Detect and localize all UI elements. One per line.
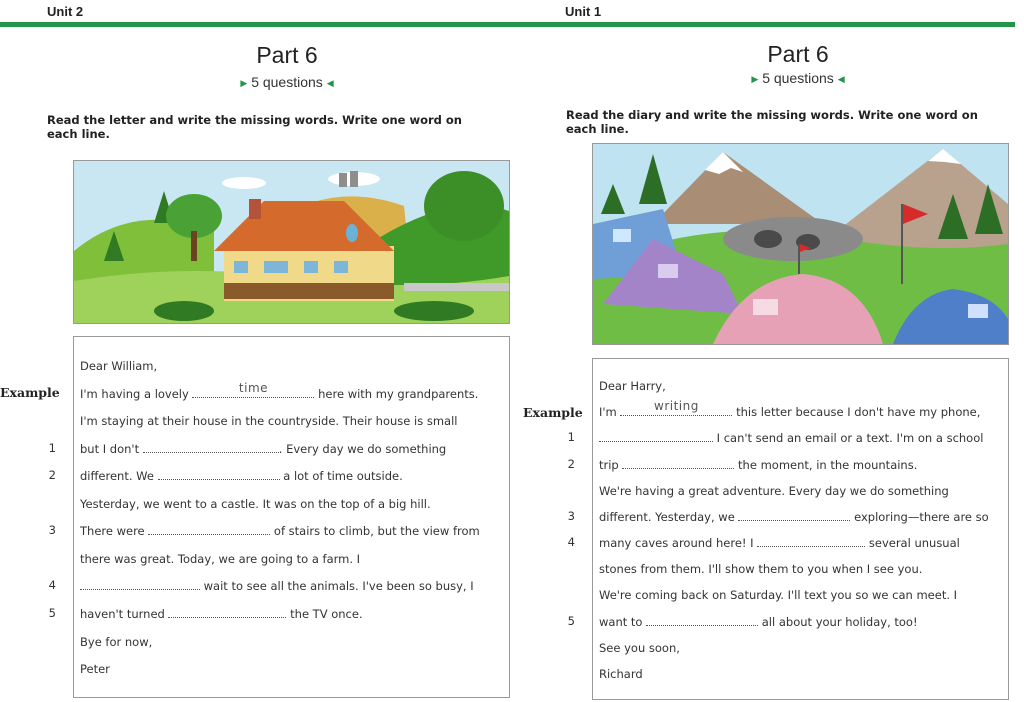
diary-line: We're having a great adventure. Every day we do something <box>599 484 949 498</box>
question-number: 3 <box>567 509 575 523</box>
letter-line: there was great. Today, we are going to a farm. I <box>80 552 361 566</box>
letter-signature: Peter <box>80 662 110 676</box>
question-3-blank[interactable] <box>148 524 270 535</box>
question-2-blank[interactable] <box>622 458 734 469</box>
question-number: 4 <box>567 535 575 549</box>
question-count <box>711 70 885 86</box>
question-1-blank[interactable] <box>599 431 713 442</box>
instructions <box>566 108 1016 136</box>
letter-box <box>73 336 510 698</box>
question-number: 4 <box>48 578 56 592</box>
header-rule <box>515 22 1015 27</box>
question-5-line: haven't turned the TV once. <box>80 607 363 621</box>
unit-label: Unit 2 <box>47 4 84 19</box>
question-count-text: 5 questions <box>762 70 834 86</box>
question-number: 5 <box>567 614 575 628</box>
diary-line: We're coming back on Saturday. I'll text you so we can meet. I <box>599 588 958 602</box>
question-count-text: 5 questions <box>251 74 323 90</box>
instructions-line-2: each line. <box>47 127 110 141</box>
unit-label: Unit 1 <box>565 4 602 19</box>
letter-line: Yesterday, we went to a castle. It was on the top of a big hill. <box>80 497 431 511</box>
question-number: 3 <box>48 523 56 537</box>
question-1-line: I can't send an email or a text. I'm on a school <box>599 431 983 445</box>
part-title: Part 6 <box>767 41 829 67</box>
question-number: 1 <box>48 441 56 455</box>
question-1-blank[interactable] <box>143 442 279 453</box>
diary-line: stones from them. I'll show them to you when I see you. <box>599 562 923 576</box>
example-answer-blank <box>620 399 732 416</box>
letter-greeting: Dear William, <box>80 359 158 373</box>
header-rule <box>0 22 515 27</box>
question-3-line: There were of stairs to climb, but the view from <box>80 524 480 538</box>
example-answer: time <box>238 381 269 395</box>
question-3-line: different. Yesterday, we exploring—there are so <box>599 510 989 524</box>
diary-box <box>592 358 1009 700</box>
question-4-line: wait to see all the animals. I've been so busy, I <box>80 579 474 593</box>
right-arrow-icon: ▶ <box>751 74 759 84</box>
country-house-illustration <box>73 160 510 324</box>
question-number: 2 <box>48 468 56 482</box>
letter-signoff: Bye for now, <box>80 635 153 649</box>
left-arrow-icon: ◀ <box>837 74 845 84</box>
instructions-line-1: Read the letter and write the missing words. Write one word on <box>47 113 462 127</box>
diary-signature: Richard <box>599 667 643 681</box>
question-number: 5 <box>48 606 56 620</box>
question-4-line: many caves around here! I several unusual <box>599 536 960 550</box>
example-label: Example <box>0 385 60 400</box>
question-4-blank[interactable] <box>757 536 865 547</box>
instructions-line-2: each line. <box>566 122 629 136</box>
question-5-line: want to all about your holiday, too! <box>599 615 918 629</box>
country-house-image <box>74 161 509 323</box>
question-count <box>200 74 374 90</box>
question-2-line: different. We a lot of time outside. <box>80 469 403 483</box>
question-3-blank[interactable] <box>738 510 850 521</box>
mountain-camp-illustration <box>592 143 1009 345</box>
letter-line: I'm staying at their house in the countryside. Their house is small <box>80 414 458 428</box>
right-arrow-icon: ▶ <box>240 78 248 88</box>
mountain-camp-image <box>593 144 1008 344</box>
example-line: I'm having a lovely time here with my grandparents. <box>80 381 479 401</box>
question-2-line: trip the moment, in the mountains. <box>599 458 918 472</box>
example-answer: writing <box>654 399 699 413</box>
example-line: I'm writing this letter because I don't have my phone, <box>599 399 981 419</box>
instructions <box>47 113 507 141</box>
question-number: 1 <box>567 430 575 444</box>
right-page <box>515 0 1024 702</box>
question-number: 2 <box>567 457 575 471</box>
question-5-blank[interactable] <box>168 607 286 618</box>
question-4-blank[interactable] <box>80 579 200 590</box>
part-title: Part 6 <box>256 42 318 68</box>
example-answer-blank <box>192 381 314 398</box>
instructions-line-1: Read the diary and write the missing words. Write one word on <box>566 108 978 122</box>
question-5-blank[interactable] <box>646 615 758 626</box>
question-1-line: but I don't . Every day we do something <box>80 442 447 456</box>
example-label: Example <box>523 405 583 420</box>
left-arrow-icon: ◀ <box>326 78 334 88</box>
question-2-blank[interactable] <box>158 469 280 480</box>
diary-greeting: Dear Harry, <box>599 379 666 393</box>
diary-signoff: See you soon, <box>599 641 680 655</box>
